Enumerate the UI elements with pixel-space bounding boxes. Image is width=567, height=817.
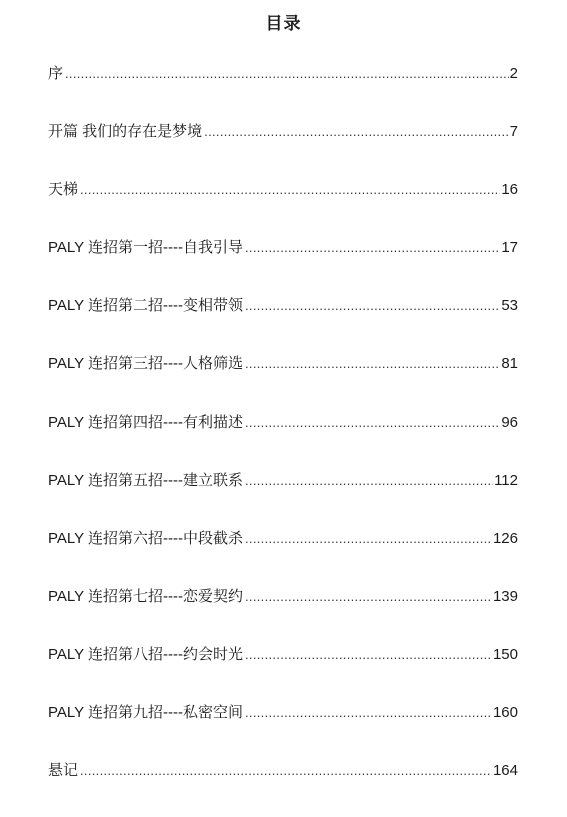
toc-title: 目录 (265, 14, 302, 34)
toc-entry-label: PALY 连招第六招----中段截杀 (48, 529, 244, 547)
toc-entry-page: 160 (492, 704, 518, 722)
toc-leader-dots (80, 181, 500, 199)
toc-entry-label: 天梯 (48, 181, 79, 199)
toc-leader-dots (245, 297, 500, 315)
toc-entry (48, 62, 518, 91)
toc-entry-page: 164 (492, 762, 518, 780)
toc-entry-label: 序 (48, 65, 64, 82)
toc-leader-dots (245, 530, 492, 548)
toc-entry-page: 53 (501, 297, 518, 315)
toc-entry-page: 112 (494, 471, 518, 489)
toc-entry-page: 139 (492, 587, 518, 605)
toc-entry (48, 469, 518, 498)
toc-leader-dots (245, 414, 500, 432)
toc-entry (48, 120, 518, 149)
toc-leader-dots (80, 762, 492, 780)
toc-entry-page: 96 (501, 413, 518, 431)
toc-entry-label: 开篇 我们的存在是梦境 (48, 123, 203, 141)
toc-entry-label: 悬记 (48, 762, 79, 780)
toc-entry (48, 701, 518, 730)
toc-entry (48, 643, 518, 672)
toc-leader-dots (245, 588, 492, 606)
toc-entry (48, 236, 518, 265)
toc-entry-label: PALY 连招第三招----人格筛选 (48, 355, 244, 373)
toc-entry (48, 294, 518, 323)
toc-entry-page: 7 (509, 123, 518, 141)
toc-leader-dots (245, 704, 492, 722)
toc-entry-label: PALY 连招第二招----变相带领 (48, 297, 244, 315)
toc-entry-label: PALY 连招第八招----约会时光 (48, 645, 244, 663)
toc-leader-dots (245, 472, 493, 490)
toc-entry-page: 16 (501, 181, 518, 199)
toc-entry-page: 150 (492, 645, 518, 663)
toc-entry (48, 527, 518, 556)
toc-list (48, 62, 518, 817)
toc-entry-label: PALY 连招第四招----有利描述 (48, 413, 244, 431)
toc-leader-dots (204, 123, 508, 141)
toc-entry-label: PALY 连招第一招----自我引导 (48, 239, 244, 257)
toc-entry (48, 759, 518, 788)
toc-entry (48, 585, 518, 614)
toc-entry-label: PALY 连招第五招----建立联系 (48, 471, 244, 489)
toc-entry (48, 352, 518, 381)
toc-entry-page: 2 (509, 65, 518, 82)
toc-entry-label: PALY 连招第九招----私密空间 (48, 704, 244, 722)
toc-leader-dots (65, 65, 509, 83)
toc-entry (48, 411, 518, 440)
toc-entry-page: 126 (492, 529, 518, 547)
toc-leader-dots (245, 239, 500, 257)
toc-entry (48, 178, 518, 207)
toc-leader-dots (245, 355, 500, 373)
toc-entry-page: 17 (501, 239, 518, 257)
toc-entry-label: PALY 连招第七招----恋爱契约 (48, 587, 244, 605)
toc-leader-dots (245, 646, 492, 664)
toc-entry-page: 81 (501, 355, 518, 373)
